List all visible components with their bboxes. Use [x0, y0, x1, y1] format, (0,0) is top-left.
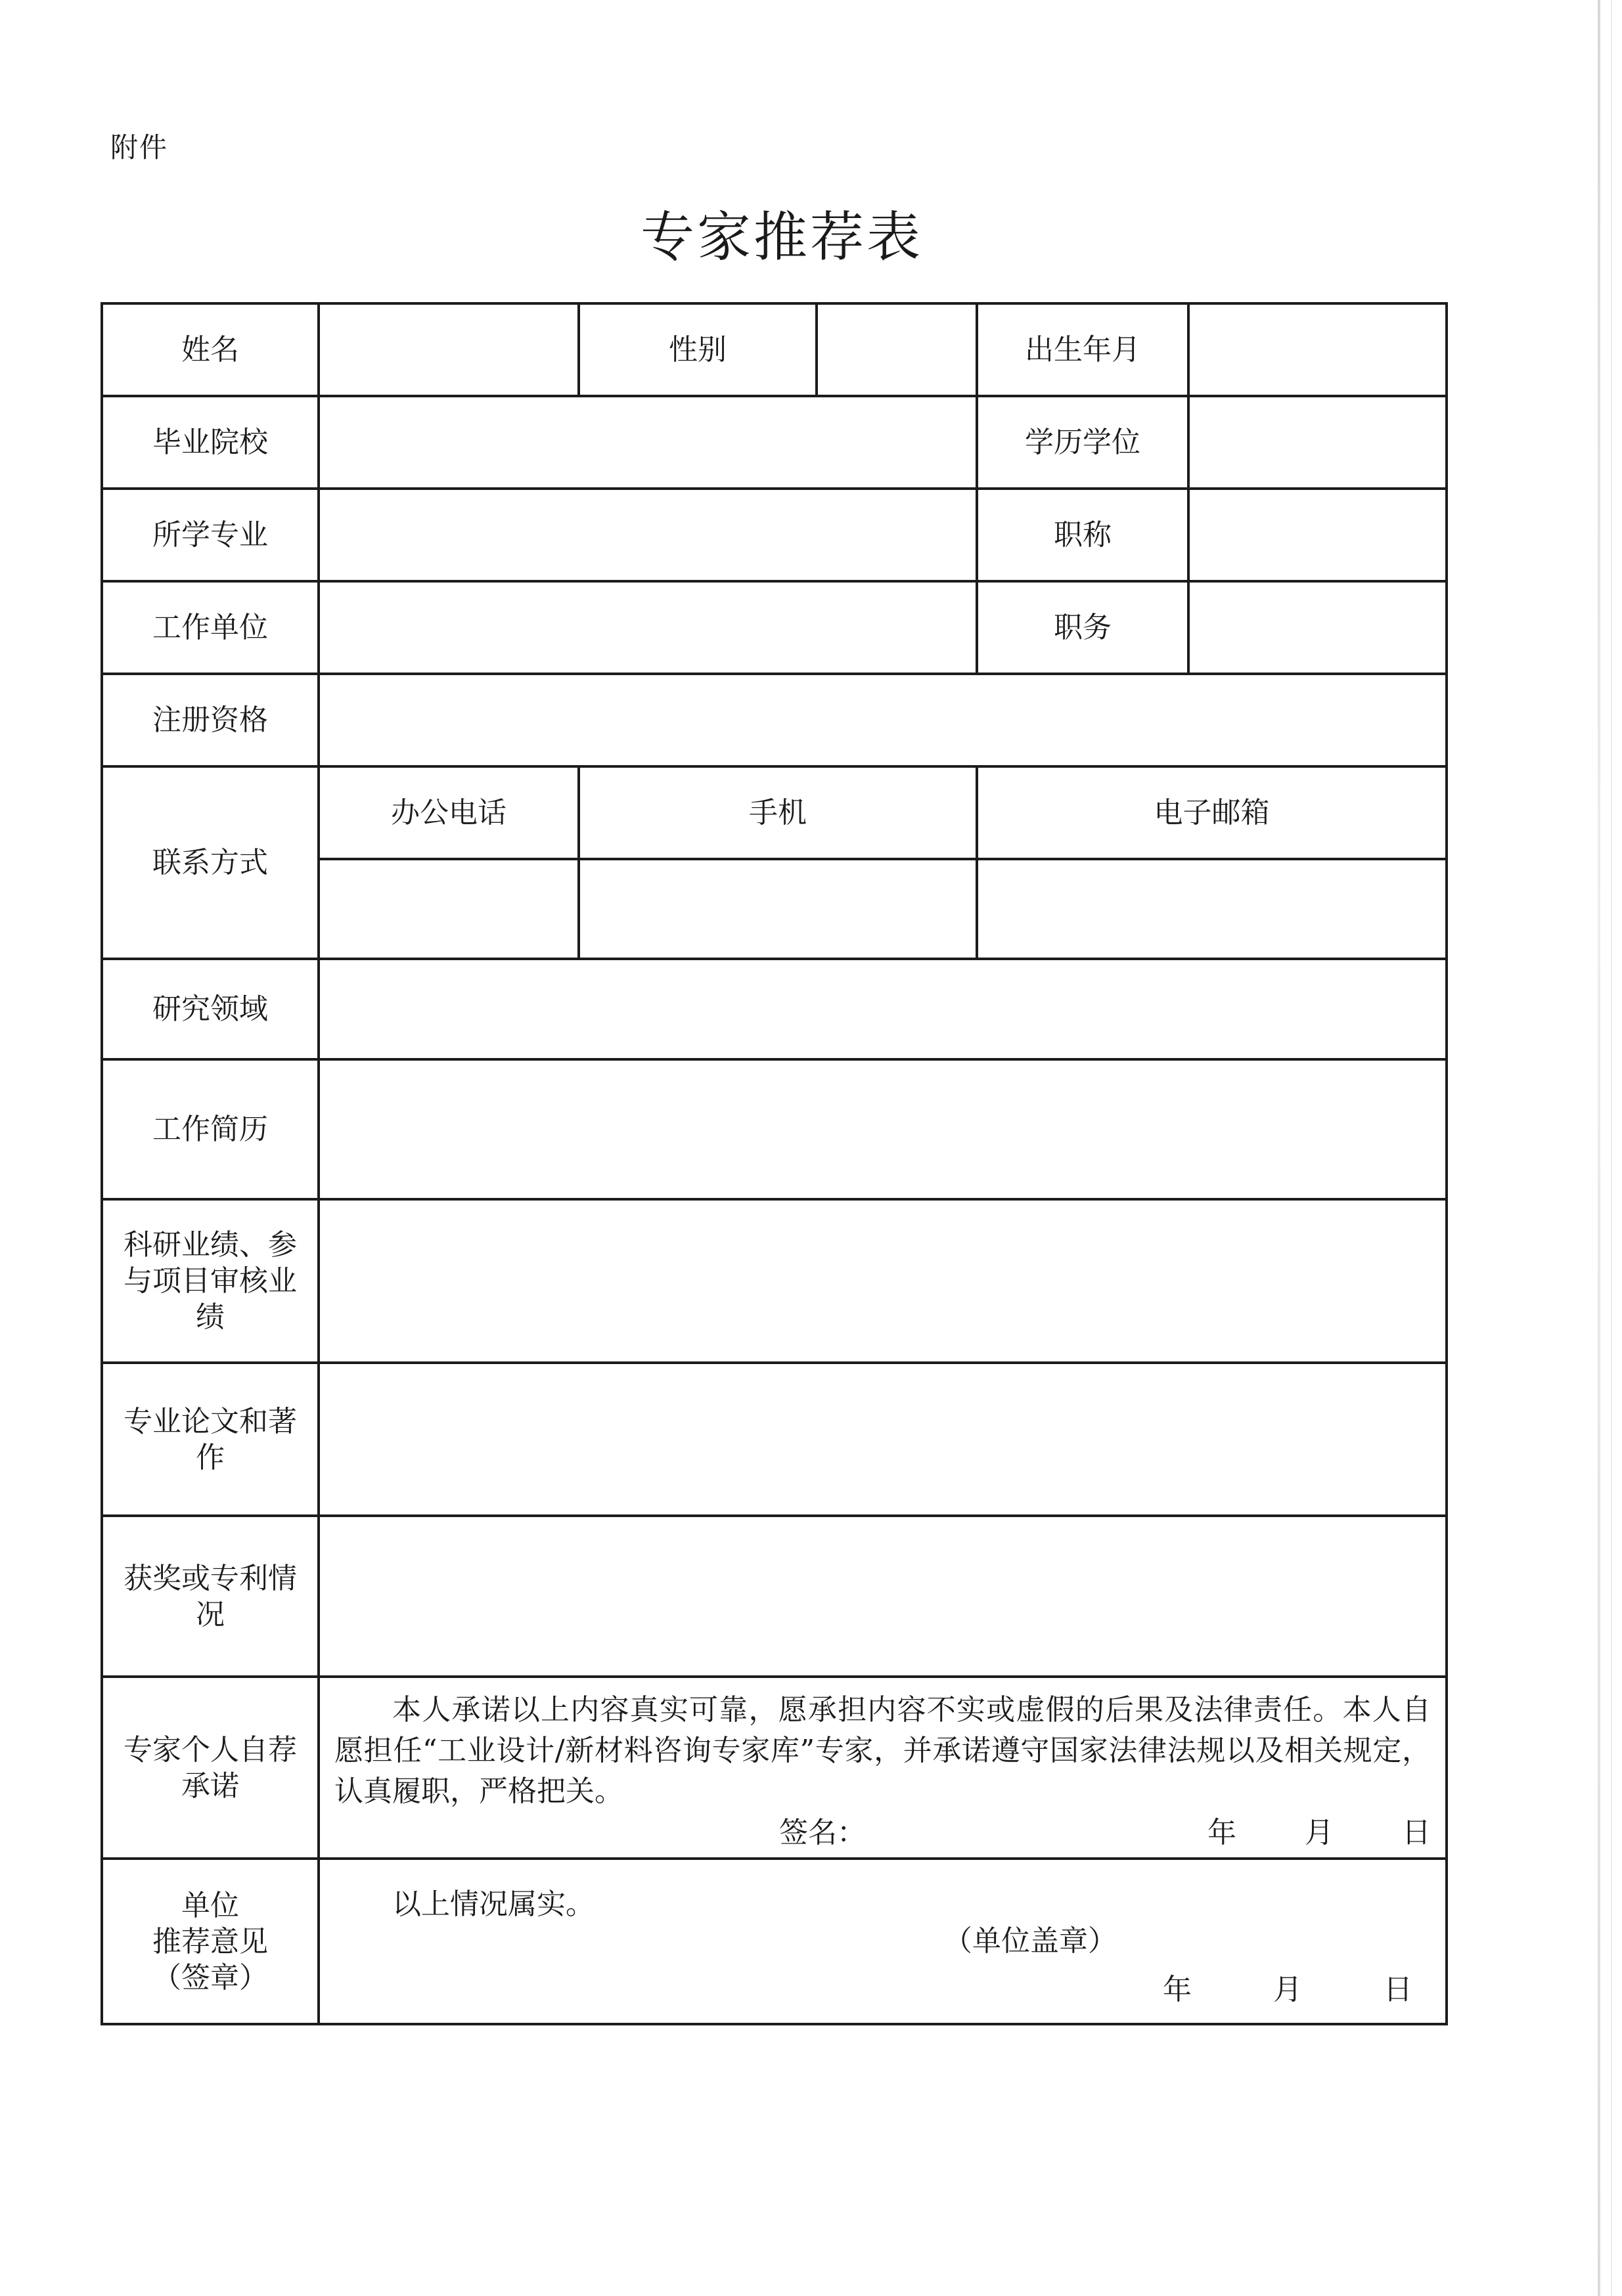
unit-label-line1: 单位 — [181, 1888, 239, 1922]
degree-field[interactable] — [1188, 396, 1447, 489]
unit-month-label: 月 — [1273, 1973, 1302, 2006]
achievements-field[interactable] — [319, 1199, 1447, 1363]
unit-year-label: 年 — [1163, 1973, 1192, 2006]
title-field[interactable] — [1188, 489, 1447, 581]
mobile-field[interactable] — [579, 859, 977, 959]
employer-label: 工作单位 — [102, 581, 319, 674]
resume-field[interactable] — [319, 1059, 1447, 1199]
scan-edge — [1598, 0, 1600, 2296]
recommendation-form — [101, 302, 1448, 2025]
qualification-field[interactable] — [319, 674, 1447, 766]
research-label: 研究领域 — [102, 959, 319, 1059]
achievements-label: 科研业绩、参与项目审核业绩 — [102, 1199, 319, 1363]
page-title: 专家推荐表 — [640, 206, 923, 269]
unit-opinion-text: 以上情况属实。 — [392, 1888, 595, 1921]
signature-line — [334, 1815, 1431, 1851]
awards-label: 获奖或专利情况 — [102, 1516, 319, 1677]
school-field[interactable] — [319, 396, 977, 489]
unit-opinion-cell — [319, 1859, 1447, 2024]
unit-day-label: 日 — [1384, 1973, 1412, 2006]
resume-label: 工作简历 — [102, 1059, 319, 1199]
unit-seal-label: （单位盖章） — [943, 1924, 1117, 1958]
position-label: 职务 — [977, 581, 1188, 674]
signature-label: 签名： — [779, 1816, 866, 1849]
scan-edge-line — [1611, 0, 1612, 2296]
school-label: 毕业院校 — [102, 396, 319, 489]
unit-label-line2: 推荐意见 — [152, 1924, 268, 1958]
birth-label: 出生年月 — [977, 303, 1188, 396]
papers-label: 专业论文和著作 — [102, 1363, 319, 1516]
unit-opinion-label — [102, 1859, 319, 2024]
birth-field[interactable] — [1188, 303, 1447, 396]
self-promise-text: 本人承诺以上内容真实可靠，愿承担内容不实或虚假的后果及法律责任。本人自愿担任“工业设计/新材料咨询专家库”专家，并承诺遵守国家法律法规以及相关规定，认真履职，严格把关。 — [334, 1693, 1431, 1808]
title-label: 职称 — [977, 489, 1188, 581]
email-label: 电子邮箱 — [977, 766, 1447, 859]
office-phone-label: 办公电话 — [319, 766, 579, 859]
research-field[interactable] — [319, 959, 1447, 1059]
day-label: 日 — [1402, 1816, 1431, 1849]
gender-field[interactable] — [817, 303, 977, 396]
unit-label-line3: （签章） — [152, 1960, 268, 1995]
position-field[interactable] — [1188, 581, 1447, 674]
year-label: 年 — [1207, 1816, 1236, 1849]
name-field[interactable] — [319, 303, 579, 396]
office-phone-field[interactable] — [319, 859, 579, 959]
mobile-label: 手机 — [579, 766, 977, 859]
employer-field[interactable] — [319, 581, 977, 674]
major-label: 所学专业 — [102, 489, 319, 581]
self-promise-label: 专家个人自荐承诺 — [102, 1677, 319, 1859]
degree-label: 学历学位 — [977, 396, 1188, 489]
signature-date — [1148, 1815, 1431, 1851]
papers-field[interactable] — [319, 1363, 1447, 1516]
email-field[interactable] — [977, 859, 1447, 959]
attachment-label: 附件 — [110, 131, 169, 164]
contact-label: 联系方式 — [102, 766, 319, 959]
gender-label: 性别 — [579, 303, 817, 396]
unit-date — [1091, 1972, 1412, 2008]
major-field[interactable] — [319, 489, 977, 581]
month-label: 月 — [1305, 1816, 1334, 1849]
self-promise-cell — [319, 1677, 1447, 1859]
name-label: 姓名 — [102, 303, 319, 396]
qualification-label: 注册资格 — [102, 674, 319, 766]
awards-field[interactable] — [319, 1516, 1447, 1677]
